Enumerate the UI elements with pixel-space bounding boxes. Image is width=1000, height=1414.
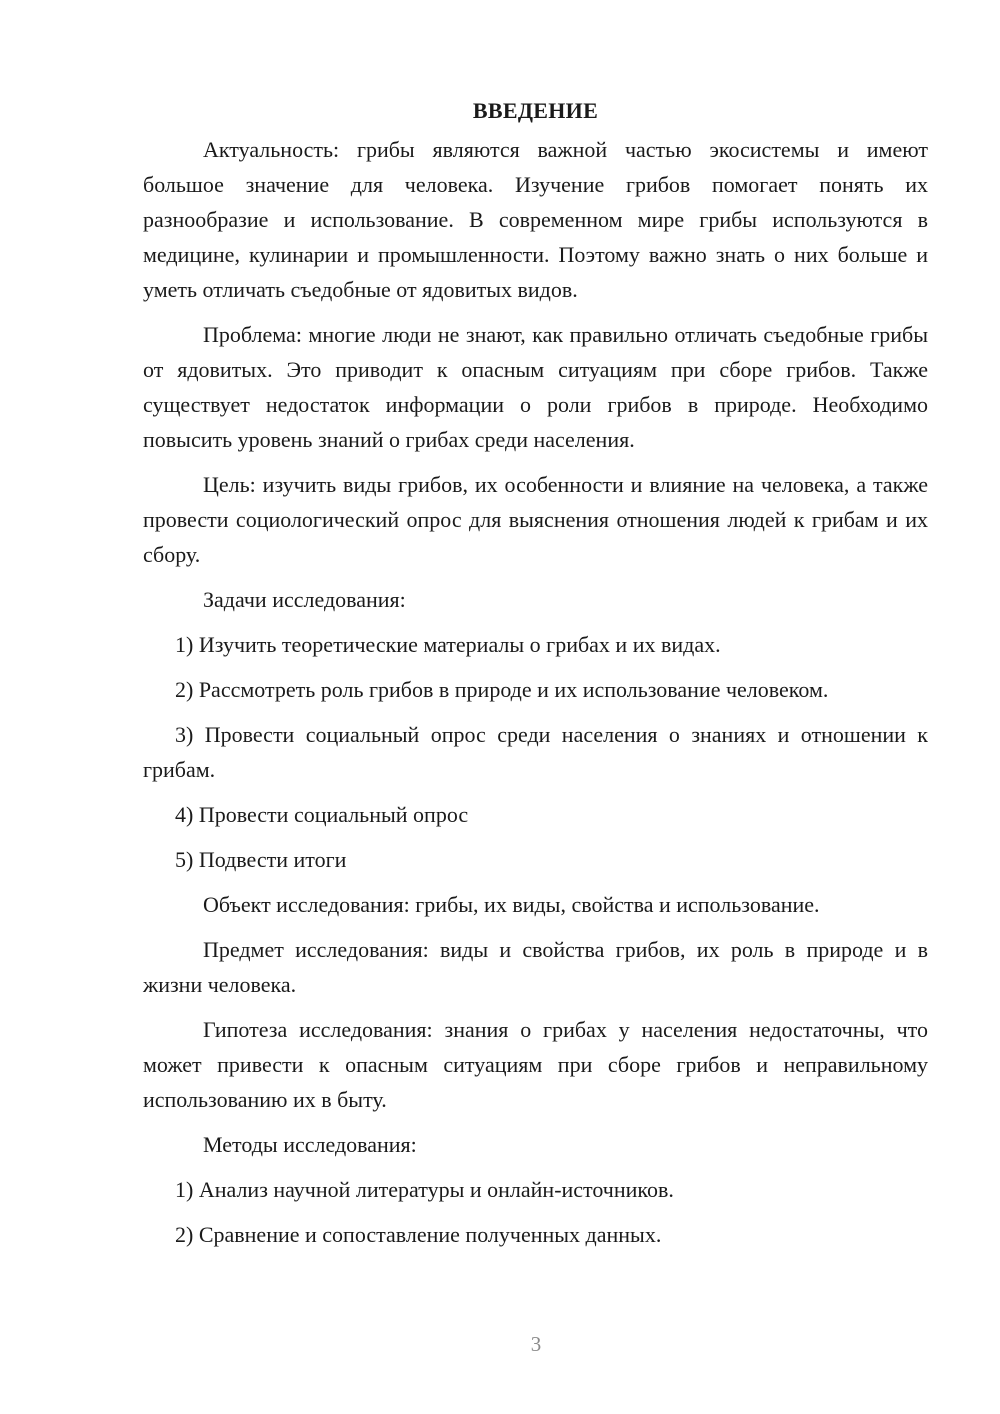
problem-paragraph: Проблема: многие люди не знают, как правильно отличать съедобные грибы от ядовитых. Это приводит к опасным ситуациям при сборе грибов. Также существует недостаток информации о роли грибов в природе. Необходимо повысить уровень знаний о грибах среди населения. bbox=[143, 322, 928, 452]
hypothesis-paragraph: Гипотеза исследования: знания о грибах у населения недостаточны, что может привести к опасным ситуациям при сборе грибов и неправильному использованию их в быту. bbox=[143, 1017, 928, 1112]
document-title: ВВЕДЕНИЕ bbox=[472, 98, 599, 123]
relevance-paragraph: Актуальность: грибы являются важной частью экосистемы и имеют большое значение для человека. Изучение грибов помогает понять их разнообразие и использование. В современном мире грибы используются в медицине, кулинарии и промышленности. Поэтому важно знать о них больше и уметь отличать съедобные от ядовитых видов. bbox=[143, 137, 928, 302]
page-number: 3 bbox=[530, 1332, 542, 1356]
tasks-list bbox=[143, 627, 928, 877]
subject-paragraph: Предмет исследования: виды и свойства грибов, их роль в природе и в жизни человека. bbox=[143, 937, 928, 997]
task-item-1: 1) Изучить теоретические материалы о грибах и их видах. bbox=[175, 632, 721, 657]
task-item-4: 4) Провести социальный опрос bbox=[175, 802, 469, 827]
task-item-5: 5) Подвести итоги bbox=[175, 847, 347, 872]
task-item-2: 2) Рассмотреть роль грибов в природе и их использование человеком. bbox=[175, 677, 829, 702]
task-item-3: 3) Провести социальный опрос среди населения о знаниях и отношении к грибам. bbox=[143, 722, 928, 782]
object-paragraph: Объект исследования: грибы, их виды, свойства и использование. bbox=[203, 892, 820, 917]
method-item-1: 1) Анализ научной литературы и онлайн-источников. bbox=[175, 1177, 674, 1202]
method-item-2: 2) Сравнение и сопоставление полученных данных. bbox=[175, 1222, 662, 1247]
document-page bbox=[143, 94, 928, 1262]
methods-label: Методы исследования: bbox=[203, 1132, 417, 1157]
tasks-label: Задачи исследования: bbox=[203, 587, 406, 612]
methods-list bbox=[143, 1172, 928, 1252]
goal-paragraph: Цель: изучить виды грибов, их особенности и влияние на человека, а также провести социологический опрос для выяснения отношения людей к грибам и их сбору. bbox=[143, 472, 928, 567]
